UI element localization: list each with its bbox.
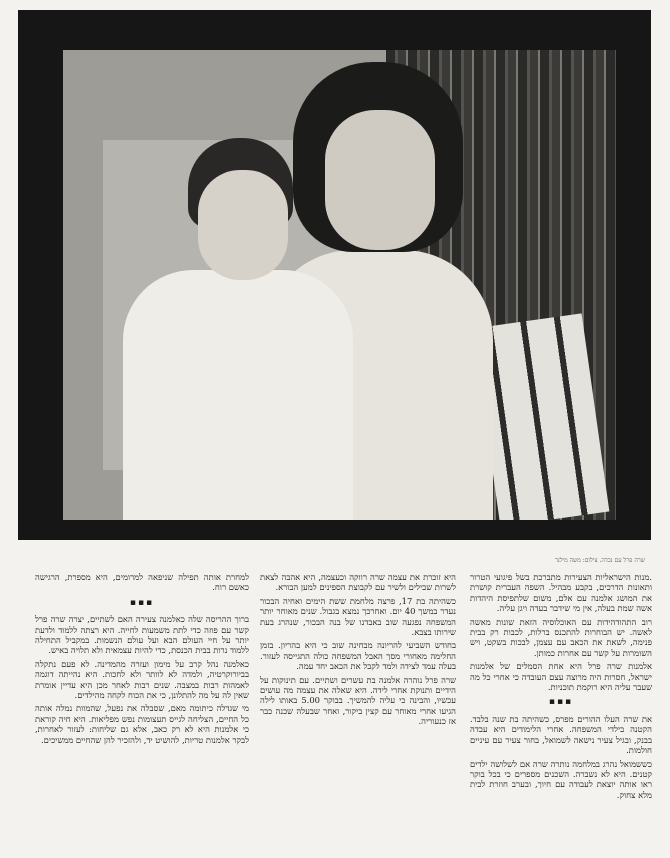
paragraph: שרה פרל נוהרה אלמנה בת עשרים ושתיים. עם תינוקות על הידיים ותנוקת אחרי לידה. היא שאלה את עצמה מה עושים עכשיו, והבינה כי עליה להמשיך. בבוקר 5.00 באותו לילה הגיעו אחרי מאוחר עם קצין ביקור, ואחר שבעלה שכנה כבר אז כנעוריה. (260, 674, 456, 727)
article-column-middle (260, 572, 456, 852)
section-separator: ▪▪▪ (129, 597, 155, 608)
paragraph: בחודש השביעי להריונה מבחינה שוב כי היא בהריון. בזמן החלימה מאחורי מסך האבל המשפחה כולה התגייסה לעזור. בעלה עמד לצידה ולמד לקבל את הכאב יחד עמה. (260, 640, 456, 672)
paragraph: אלמנות שרה פרל היא אחת הסמלים של אלמנות ישראל, חסרות היה מרוצה עצם העובדה כי אחרי כל מה שעבר עליה היא רוקמת תוכניות. (470, 661, 652, 693)
paragraph: .מנות הישראליות הצעירות מתברכת בשל פיגועי הטרור ותאונות הדרכים, בקבע מבהיל. השפה העברית קושרת את המושג אלמנה עם אלם, משום שלתפיסת היהדות אשה שמת בעלה, אין מי שידבר בעדה ויגן עליה. (470, 572, 652, 614)
paragraph: היא זוכרת את עצמה שרה רווקה וכעצמה, היא אהבה לצאת לשרות שבילים ולשיר עם לקבוצת הספינים למען הבורא. (260, 572, 456, 593)
paragraph: מי שגדלה כיתומה מאם, שסבלה את נפעל, שהמוות נמלה אותה כל החיים, הצליחה לגייס תעצומות נפש מפליאות. היא חיה קוראת כי אלמנות היא לא רק כאב, אלא גם שליחות: לעזור לאחרות, לבקר אלמנות טריות, להושיט יד, ולהזכיר להן שהחיים ממשיכים. (35, 703, 249, 745)
paragraph: רוב התהודהידות עם האוכלוסיה הזאת שונות מאשה לאשה. יש הבוחרות להתכנס ברלות, לכבות רק בבית פנימה, לשאת את הכאב עם עצמן, לבכות בשקט, ויש השומרות על קשר עם אחרות כמותן. (470, 616, 652, 658)
paragraph: כששמואל נהרג במלחמה נותרה שרה אם לשלושה ילדים קטנים. היא לא נשברה. השכנים מספרים כי בכל בוקר ראו אותה יוצאת לעבודה עם חיוך, ובערב חוזרת לבית מלא צחוק. (470, 758, 652, 800)
paragraph: כאלמנה נהל קרב על מימון ועזרה מהמדינה. לא פעם נתקלה בביורוקרטיה, ולמדה לא לוותר ולא לחכות. היא נהייתה דוגמה לאמהות רבות במצבה. שנים רבות לאחר מכן היא עדיין אומרת שאין לה על מה להתלונן, כי את הכוח לקחה מהילדים. (35, 658, 249, 701)
paragraph: ברוך ההריסה שלה כאלמנה צעירה האם לשתיים, יצרה שרה פרל קשר עם פוזה כדי לתת משמעות לחייה. היא רצתה ללמוד ולדעת יותר על חיי העולם הבא ועל עולם הנשמות. במקביל התחילה ללמוד נרות בבית הכנסת, כדי להיות עצמאית ולא תלויה באיש. (35, 614, 249, 656)
paragraph: כשהיתה בת 17, פרצה מלחמת ששת הימים ואחיה הבכור נעדר במשך 40 יום. ואחרכך נמצא בגבול. שנים מאוחר יותר המשפחה נפגעה שוב באבדנו של בנה הבכור, שנהרג בעת שירותו בצבא. (260, 595, 456, 638)
article-photo (63, 50, 616, 520)
section-separator: ▪▪▪ (548, 697, 574, 708)
photo-caption: שרה פרל עם נכדה. צילום: משה מילנר (554, 557, 645, 564)
boy-figure (123, 270, 353, 520)
photo-frame (18, 10, 651, 540)
paragraph: למחרת אותה תפילה שניפאה למרומים, היא מספרת, הרגישה כאשם רוח. (35, 572, 249, 593)
paragraph: את שרה העלו ההורים מפרס, כשהיתה בת שנה בלבד. הקטנה בילדי המשפחה. אחרי הלימודים היא עבדה בבנק, ובגיל צעיר נישאה לשמואל, בחור צעיר עם עיניים חולמות. (470, 713, 652, 756)
article-column-left (35, 572, 249, 852)
article-column-right (470, 572, 652, 852)
